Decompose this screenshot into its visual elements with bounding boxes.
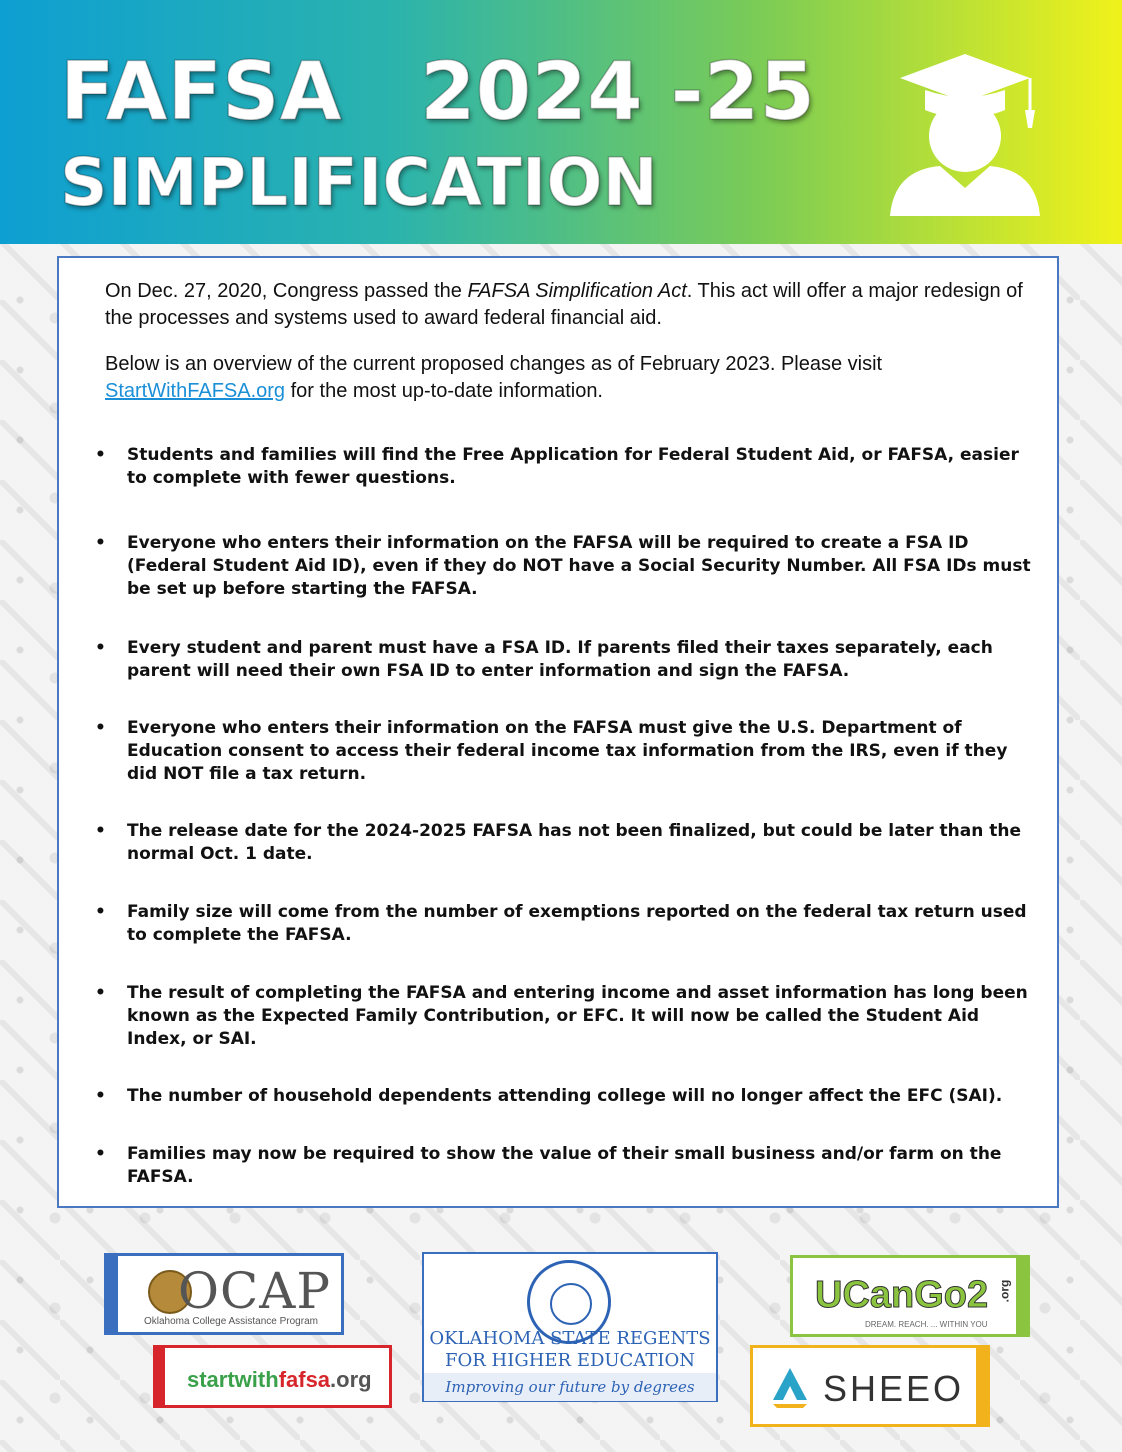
title-year: 2024 -25 [420, 45, 816, 138]
sheeo-mark-icon [767, 1364, 813, 1410]
ocap-logo[interactable]: OCAP Oklahoma College Assistance Program [104, 1253, 344, 1335]
osrhe-logo[interactable]: OKLAHOMA STATE REGENTS FOR HIGHER EDUCATION Improving our future by degrees [422, 1252, 718, 1402]
intro-paragraph-1: On Dec. 27, 2020, Congress passed the FAFSA Simplification Act. This act will offer a major redesign of the processes and systems used to award federal financial aid. [105, 280, 1023, 329]
intro-paragraph-2: Below is an overview of the current proposed changes as of February 2023. Please visit StartWithFAFSA.org for the most up-to-date information. [105, 353, 883, 402]
ucango2-logo[interactable]: UCanGo2 .org DREAM. REACH. ... WITHIN YOU [790, 1255, 1030, 1337]
graduate-icon [880, 48, 1050, 216]
header-banner [0, 0, 1122, 244]
sheeo-logo[interactable]: SHEEO [750, 1345, 990, 1427]
title-simplification: SIMPLIFICATION [60, 144, 658, 221]
startwithfafsa-link[interactable]: StartWithFAFSA.org [105, 380, 286, 402]
title-fafsa: FAFSA [60, 45, 342, 138]
content-panel: On Dec. 27, 2020, Congress passed the FAFSA Simplification Act. This act will offer a major redesign of the processes and systems used to award federal financial aid. Below is an overview of the current proposed changes as of February 2023. Please visit StartWithFAFSA.org for the most up-to-date information. • Students and families will find the Free Application for Federal Student Aid, or FAFSA, easier to complete with fewer questions. • Everyone who enters their information on the FAFSA will be required to create a FSA ID (Federal Student Aid ID), even if they do NOT have a Social Security Number. All FSA IDs must be set up before starting the FAFSA. • Every student and parent must have a FSA ID. If parents filed their taxes separately, each parent will need their own FSA ID to enter information and sign the FAFSA. • Everyone who enters their information on the FAFSA must give the U.S. Department of Education consent to access their federal income tax information from the IRS, even if they did NOT file a tax return. • The release date for the 2024-2025 FAFSA has not been finalized, but could be later than the normal Oct. 1 date. • Family size will come from the number of exemptions reported on the federal tax return used to complete the FAFSA. • The result of completing the FAFSA and entering income and asset information has long been known as the Expected Family Contribution, or EFC. It will now be called the Student Aid Index, or SAI. • The number of household dependents attending college will no longer affect the EFC (SAI). • Families may now be required to show the value of their small business and/or farm on the FAFSA. [57, 256, 1059, 1208]
startwithfafsa-logo[interactable]: startwithfafsa.org [153, 1345, 392, 1408]
